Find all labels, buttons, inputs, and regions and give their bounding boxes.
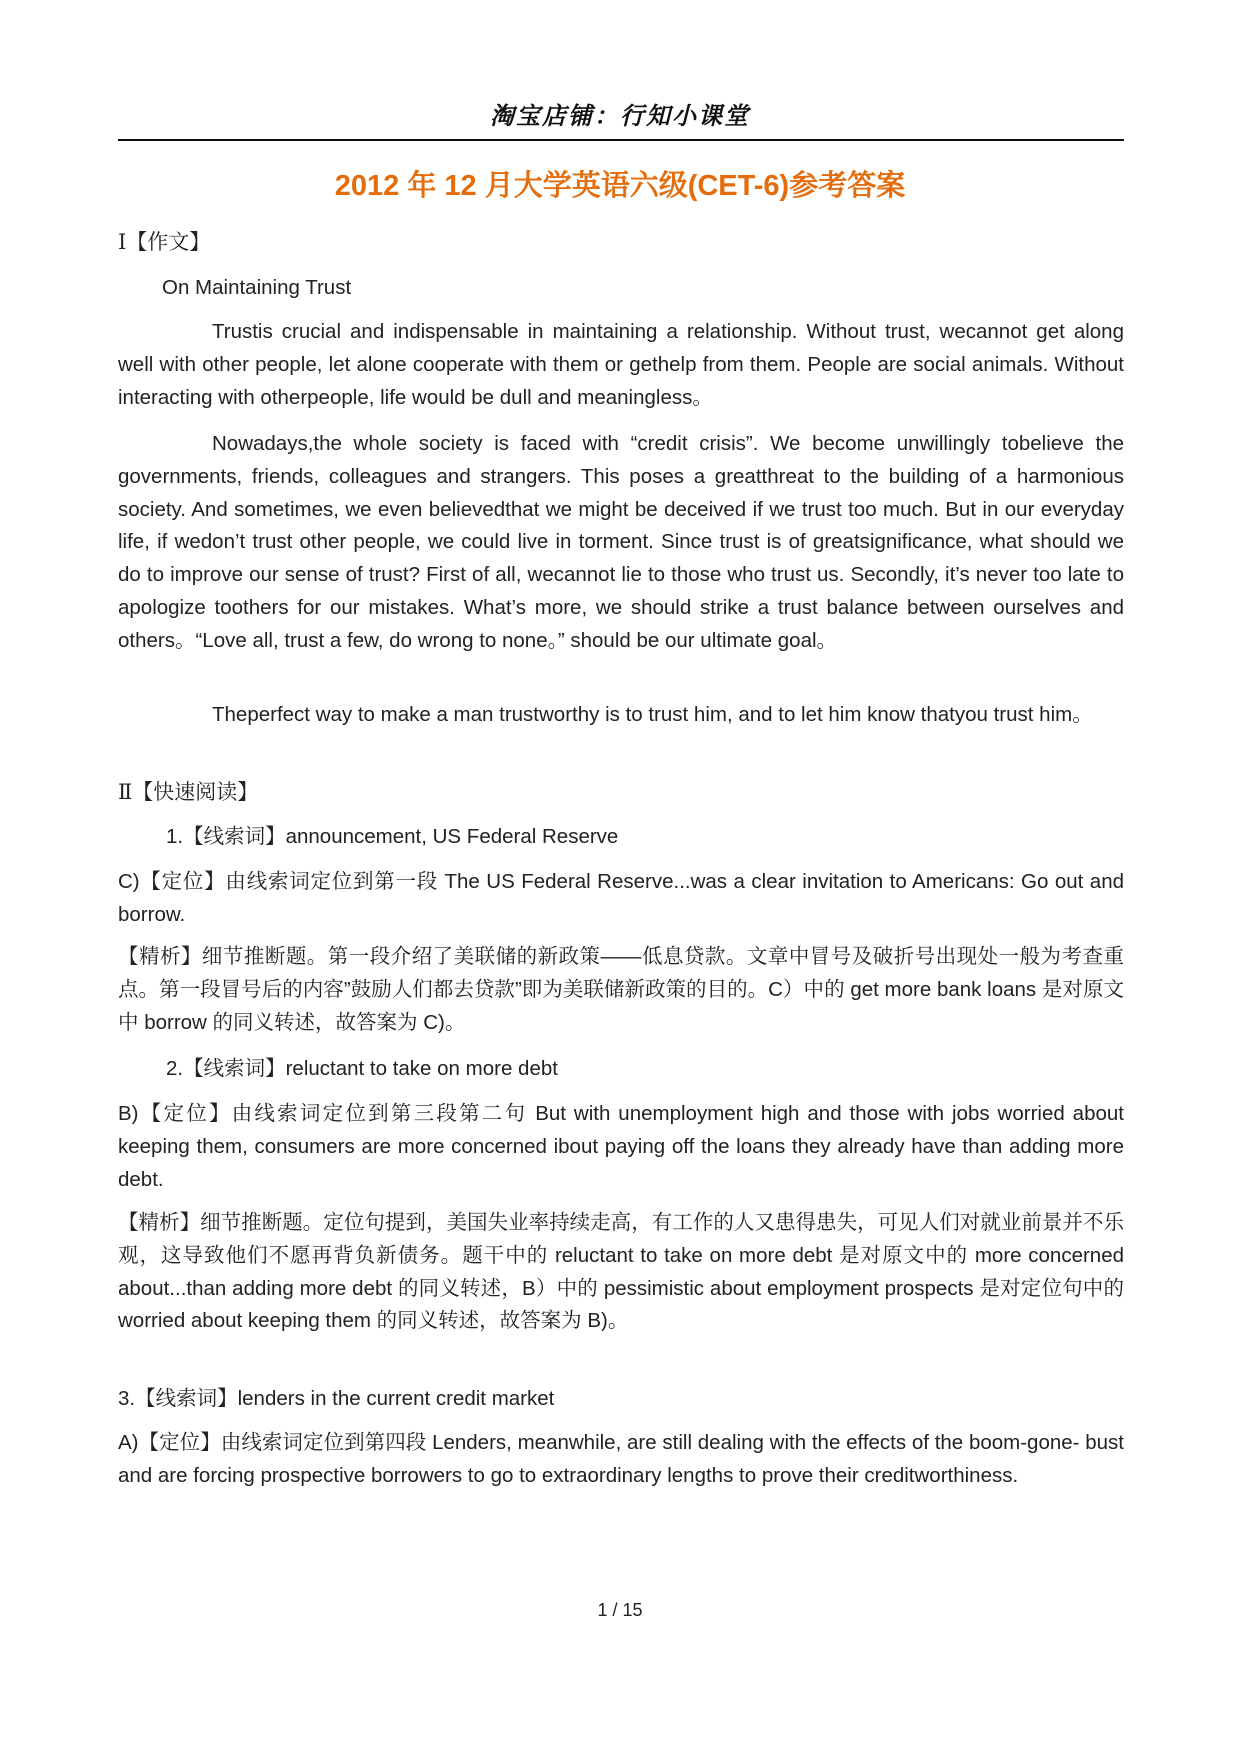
q3-locate: A)【定位】由线索词定位到第四段 Lenders, meanwhile, are still dealing with the effects of the boom-gone- bust and are forcing prospective borrowers to go to extraordinary lengths to prove their creditworthiness. (118, 1431, 1124, 1487)
q2-analysis: 【精析】细节推断题。定位句提到，美国失业率持续走高，有工作的人又患得患失，可见人们对就业前景并不乐观，这导致他们不愿再背负新债务。题干中的 reluctant to take on more debt 是对原文中的 more concerned about...than adding more debt 的同义转述，B）中的 pessimistic about employment prospects 是对定位句中的 worried about keeping them 的同义转述，故答案为 B)。 (118, 1211, 1124, 1333)
header-divider (118, 139, 1124, 141)
page-number: 1 / 15 (597, 1600, 643, 1620)
q1-analysis: 【精析】细节推断题。第一段介绍了美联储的新政策——低息贷款。文章中冒号及破折号出现处一般为考查重点。第一段冒号后的内容”鼓励人们都去贷款”即为美联储新政策的目的。C）中的 get more bank loans 是对原文中 borrow 的同义转述，故答案为 C)。 (118, 945, 1124, 1034)
essay-paragraph: Nowadays,the whole society is faced with “credit crisis”. We become unwillingly tobelieve the governments, friends, colleagues and strangers. This poses a greatthreat to the building of a harmonious society. And sometimes, we even believedthat we might be deceived if we trust too much. But in our everyday life, if wedon’t trust other people, we could live in torment. Since trust is of greatsignificance, what should we do to improve our sense of trust? First of all, wecannot lie to those who trust us. Secondly, it’s never too late to apologize toothers for our mistakes. What’s more, we should strike a trust balance between ourselves and others。“Love all, trust a few, do wrong to none。” should be our ultimate goal。 (118, 432, 1124, 652)
q1-clue: 1.【线索词】announcement, US Federal Reserve (166, 825, 619, 848)
section-heading-writing: Ⅰ【作文】 (118, 230, 211, 254)
section-heading-fast-reading: Ⅱ【快速阅读】 (118, 780, 259, 804)
page-header: 淘宝店铺：行知小课堂 (490, 103, 750, 130)
essay-paragraph: Trustis crucial and indispensable in maintaining a relationship. Without trust, wecannot get along well with other people, let alone cooperate with them or gethelp from them. People are social animals. Without interacting with otherpeople, life would be dull and meaningless。 (118, 320, 1124, 409)
essay-title: On Maintaining Trust (162, 276, 352, 299)
q2-locate: B)【定位】由线索词定位到第三段第二句 But with unemployment high and those with jobs worried about keeping them, consumers are more concerned ibout paying off the loans they already have than adding more debt. (118, 1102, 1124, 1191)
document-title: 2012 年 12 月大学英语六级(CET-6)参考答案 (334, 170, 906, 202)
q2-clue: 2.【线索词】reluctant to take on more debt (166, 1057, 558, 1080)
q1-locate: C)【定位】由线索词定位到第一段 The US Federal Reserve...was a clear invitation to Americans: Go out and borrow. (118, 870, 1124, 926)
essay-paragraph: Theperfect way to make a man trustworthy is to trust him, and to let him know thatyou trust him。 (212, 703, 1093, 726)
q3-clue: 3.【线索词】lenders in the current credit market (118, 1387, 555, 1410)
